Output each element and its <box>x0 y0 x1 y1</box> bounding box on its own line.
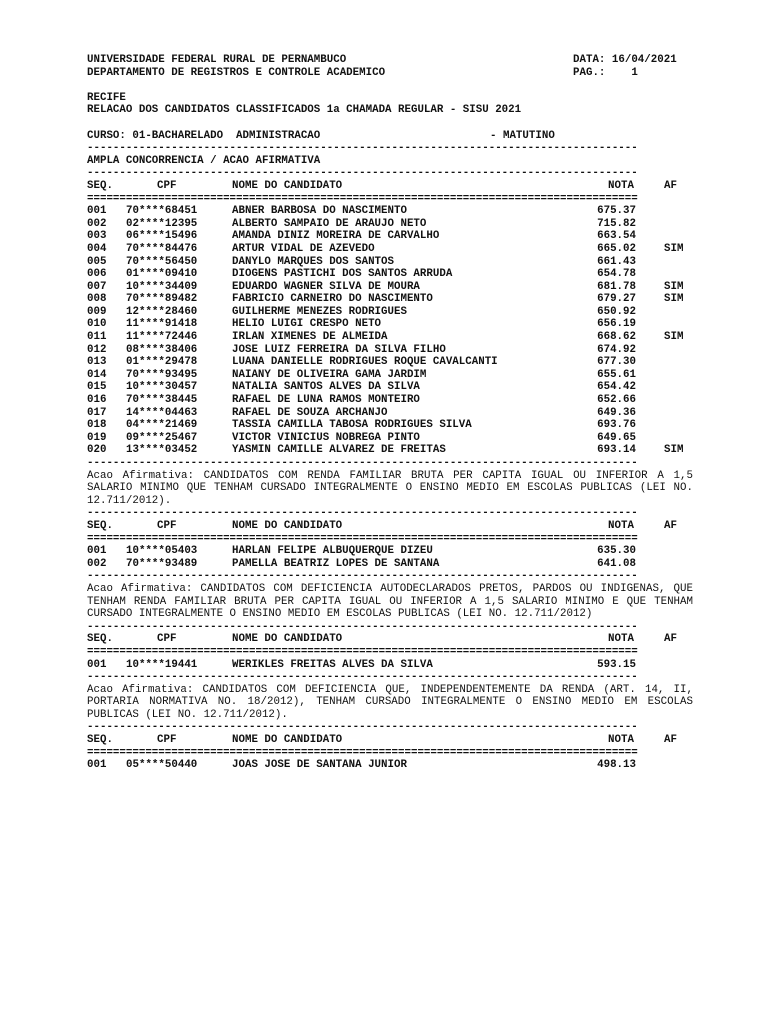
row-cpf: 12****28460 <box>126 305 198 318</box>
row-cpf: 01****29478 <box>126 356 198 369</box>
row-cpf: 70****89482 <box>126 293 198 306</box>
table-row <box>87 381 687 394</box>
table-row <box>87 268 687 281</box>
table-row <box>87 243 687 256</box>
row-nota: 635.30 <box>597 545 636 558</box>
equal-rule: ===================================================================================== <box>87 746 638 759</box>
section-title: Acao Afirmativa: CANDIDATOS COM DEFICIENCIA QUE, INDEPENDENTEMENTE DA RENDA (ART. 14, II, PORTARIA NORMATIVA NO. 18/2012), TENHAM CURSADO INTEGRALMENTE O ENSINO MEDIO EM ESCOLAS PUBLICAS (LEI NO. 12.711/2012). <box>87 683 693 721</box>
row-seq: 001 <box>87 658 107 671</box>
row-af: SIM <box>664 293 684 306</box>
table-row <box>87 558 687 571</box>
column-header-row <box>87 520 687 533</box>
section-title: AMPLA CONCORRENCIA / ACAO AFIRMATIVA <box>87 154 321 167</box>
row-name: YASMIN CAMILLE ALVAREZ DE FREITAS <box>232 444 446 457</box>
col-cpf-header: CPF <box>157 734 177 747</box>
row-name: DANYLO MARQUES DOS SANTOS <box>232 255 394 268</box>
row-cpf: 10****34409 <box>126 280 198 293</box>
row-nota: 652.66 <box>597 394 636 407</box>
table-row <box>87 205 687 218</box>
table-row <box>87 369 687 382</box>
row-name: ARTUR VIDAL DE AZEVEDO <box>232 242 375 255</box>
row-seq: 016 <box>87 394 107 407</box>
table-row <box>87 419 687 432</box>
row-nota: 498.13 <box>597 759 636 772</box>
row-nota: 668.62 <box>597 331 636 344</box>
row-seq: 001 <box>87 205 107 218</box>
col-seq-header: SEQ. <box>87 179 113 192</box>
row-cpf: 70****38445 <box>126 394 198 407</box>
row-name: ALBERTO SAMPAIO DE ARAUJO NETO <box>232 217 427 230</box>
row-seq: 018 <box>87 419 107 432</box>
row-cpf: 11****91418 <box>126 318 198 331</box>
col-name-header: NOME DO CANDIDATO <box>232 179 343 192</box>
row-cpf: 11****72446 <box>126 331 198 344</box>
row-cpf: 02****12395 <box>126 217 198 230</box>
table-row <box>87 230 687 243</box>
row-nota: 681.78 <box>597 280 636 293</box>
table-row <box>87 318 687 331</box>
row-seq: 002 <box>87 557 107 570</box>
row-name: AMANDA DINIZ MOREIRA DE CARVALHO <box>232 230 440 243</box>
row-cpf: 10****19441 <box>126 658 198 671</box>
row-seq: 017 <box>87 406 107 419</box>
report-date: DATA: 16/04/2021 <box>573 54 677 66</box>
row-name: GUILHERME MENEZES RODRIGUES <box>232 305 407 318</box>
dash-rule: ------------------------------------------------------------------------------------- <box>87 457 638 469</box>
row-seq: 002 <box>87 217 107 230</box>
row-nota: 654.42 <box>597 381 636 394</box>
row-af: SIM <box>664 242 684 255</box>
col-af-header: AF <box>664 633 677 646</box>
row-name: NATALIA SANTOS ALVES DA SILVA <box>232 381 420 394</box>
row-name: TASSIA CAMILLA TABOSA RODRIGUES SILVA <box>232 419 472 432</box>
col-seq-header: SEQ. <box>87 734 113 747</box>
dash-rule: ------------------------------------------------------------------------------------- <box>87 620 638 633</box>
row-cpf: 01****09410 <box>126 268 198 281</box>
row-af: SIM <box>664 444 684 457</box>
row-nota: 665.02 <box>597 242 636 255</box>
row-seq: 001 <box>87 759 107 772</box>
row-cpf: 70****93495 <box>126 368 198 381</box>
page-number: PAG.: 1 <box>573 66 638 79</box>
row-cpf: 04****21469 <box>126 419 198 432</box>
column-header-row <box>87 734 687 747</box>
table-row <box>87 281 687 294</box>
row-name: JOAS JOSE DE SANTANA JUNIOR <box>232 759 407 772</box>
row-nota: 679.27 <box>597 293 636 306</box>
col-name-header: NOME DO CANDIDATO <box>232 519 343 532</box>
header-line-1 <box>87 54 687 67</box>
table-row <box>87 256 687 269</box>
row-nota: 650.92 <box>597 305 636 318</box>
row-name: HARLAN FELIPE ALBUQUERQUE DIZEU <box>232 545 433 558</box>
row-name: IRLAN XIMENES DE ALMEIDA <box>232 331 388 344</box>
header-line-2 <box>87 67 687 80</box>
sections-container <box>87 142 693 772</box>
row-seq: 009 <box>87 305 107 318</box>
row-nota: 677.30 <box>597 356 636 369</box>
row-nota: 661.43 <box>597 255 636 268</box>
report-document <box>87 54 693 772</box>
col-nota-header: NOTA <box>608 734 634 747</box>
equal-rule: ===================================================================================== <box>87 532 638 545</box>
row-nota: 649.65 <box>597 431 636 444</box>
col-af-header: AF <box>664 734 677 747</box>
col-name-header: NOME DO CANDIDATO <box>232 734 343 747</box>
row-nota: 675.37 <box>597 205 636 218</box>
dash-rule: ------------------------------------------------------------------------------------- <box>87 721 638 734</box>
row-name: EDUARDO WAGNER SILVA DE MOURA <box>232 280 420 293</box>
university-name: UNIVERSIDADE FEDERAL RURAL DE PERNAMBUCO <box>87 54 347 66</box>
col-seq-header: SEQ. <box>87 519 113 532</box>
table-row <box>87 394 687 407</box>
row-nota: 593.15 <box>597 658 636 671</box>
row-cpf: 70****93489 <box>126 557 198 570</box>
dash-rule: ------------------------------------------------------------------------------------- <box>87 167 638 180</box>
col-nota-header: NOTA <box>608 519 634 532</box>
row-seq: 005 <box>87 255 107 268</box>
row-seq: 015 <box>87 381 107 394</box>
table-row <box>87 218 687 231</box>
row-seq: 010 <box>87 318 107 331</box>
row-cpf: 70****84476 <box>126 242 198 255</box>
col-af-header: AF <box>664 179 677 192</box>
row-nota: 654.78 <box>597 268 636 281</box>
section-1 <box>87 142 687 457</box>
row-seq: 004 <box>87 242 107 255</box>
col-nota-header: NOTA <box>608 633 634 646</box>
row-seq: 012 <box>87 343 107 356</box>
table-row <box>87 545 687 558</box>
row-seq: 014 <box>87 368 107 381</box>
dash-rule: ------------------------------------------------------------------------------------- <box>87 671 638 684</box>
col-seq-header: SEQ. <box>87 633 113 646</box>
row-seq: 007 <box>87 280 107 293</box>
table-row <box>87 444 687 457</box>
col-cpf-header: CPF <box>157 633 177 646</box>
row-name: ABNER BARBOSA DO NASCIMENTO <box>232 205 407 218</box>
row-cpf: 05****50440 <box>126 759 198 772</box>
row-cpf: 13****03452 <box>126 444 198 457</box>
row-nota: 649.36 <box>597 406 636 419</box>
row-nota: 655.61 <box>597 368 636 381</box>
col-af-header: AF <box>664 519 677 532</box>
row-seq: 020 <box>87 444 107 457</box>
row-cpf: 10****30457 <box>126 381 198 394</box>
row-name: JOSE LUIZ FERREIRA DA SILVA FILHO <box>232 343 446 356</box>
row-cpf: 14****04463 <box>126 406 198 419</box>
row-cpf: 70****56450 <box>126 255 198 268</box>
dash-rule: ------------------------------------------------------------------------------------- <box>87 570 638 583</box>
course-name: CURSO: 01-BACHARELADO ADMINISTRACAO <box>87 129 321 142</box>
row-seq: 008 <box>87 293 107 306</box>
row-name: WERIKLES FREITAS ALVES DA SILVA <box>232 658 433 671</box>
row-cpf: 09****25467 <box>126 431 198 444</box>
dash-rule: ------------------------------------------------------------------------------------- <box>87 142 638 155</box>
table-row <box>87 407 687 420</box>
row-nota: 693.14 <box>597 444 636 457</box>
section-title: Acao Afirmativa: CANDIDATOS COM DEFICIENCIA AUTODECLARADOS PRETOS, PARDOS OU INDIGENAS, QUE TENHAM RENDA FAMILIAR BRUTA PER CAPITA IGUAL OU INFERIOR A 1,5 SALARIO MINIMO E QUE TENHAM CURSADO INTEGRALMENTE O ENSINO MEDIO EM ESCOLAS PUBLICAS (LEI NO. 12.711/2012) <box>87 582 693 621</box>
department-name: DEPARTAMENTO DE REGISTROS E CONTROLE ACADEMICO <box>87 66 386 79</box>
row-af: SIM <box>664 331 684 344</box>
section-3 <box>87 570 693 671</box>
table-row <box>87 331 687 344</box>
row-nota: 641.08 <box>597 557 636 570</box>
row-name: VICTOR VINICIUS NOBREGA PINTO <box>232 431 420 444</box>
row-seq: 006 <box>87 268 107 281</box>
section-4 <box>87 671 693 772</box>
row-name: HELIO LUIGI CRESPO NETO <box>232 318 382 331</box>
column-header-row <box>87 633 687 646</box>
table-row <box>87 759 687 772</box>
row-name: RAFAEL DE LUNA RAMOS MONTEIRO <box>232 394 420 407</box>
row-cpf: 06****15496 <box>126 230 198 243</box>
city: RECIFE <box>87 91 126 104</box>
row-name: NAIANY DE OLIVEIRA GAMA JARDIM <box>232 368 427 381</box>
row-cpf: 70****68451 <box>126 205 198 218</box>
row-seq: 003 <box>87 230 107 243</box>
row-seq: 001 <box>87 545 107 558</box>
section-title: Acao Afirmativa: CANDIDATOS COM RENDA FAMILIAR BRUTA PER CAPITA IGUAL OU INFERIOR A 1,5 SALARIO MINIMO QUE TENHAM CURSADO INTEGRALMENTE O ENSINO MEDIO EM ESCOLAS PUBLICAS (LEI NO. 12.711/2012). <box>87 469 693 507</box>
table-row <box>87 344 687 357</box>
table-row <box>87 356 687 369</box>
table-row <box>87 306 687 319</box>
table-row <box>87 659 687 672</box>
row-nota: 656.19 <box>597 318 636 331</box>
row-name: DIOGENS PASTICHI DOS SANTOS ARRUDA <box>232 268 453 281</box>
col-name-header: NOME DO CANDIDATO <box>232 633 343 646</box>
col-nota-header: NOTA <box>608 179 634 192</box>
row-nota: 693.76 <box>597 419 636 432</box>
table-row <box>87 293 687 306</box>
row-name: LUANA DANIELLE RODRIGUES ROQUE CAVALCANTI <box>232 356 498 369</box>
column-header-row <box>87 180 687 193</box>
col-cpf-header: CPF <box>157 519 177 532</box>
equal-rule: ===================================================================================== <box>87 192 638 205</box>
row-nota: 674.92 <box>597 343 636 356</box>
row-name: RAFAEL DE SOUZA ARCHANJO <box>232 406 388 419</box>
section-2 <box>87 457 693 570</box>
row-name: FABRICIO CARNEIRO DO NASCIMENTO <box>232 293 433 306</box>
col-cpf-header: CPF <box>157 179 177 192</box>
row-cpf: 10****05403 <box>126 545 198 558</box>
course-shift: - MATUTINO <box>490 129 555 142</box>
row-name: PAMELLA BEATRIZ LOPES DE SANTANA <box>232 557 440 570</box>
course-line <box>87 130 687 143</box>
equal-rule: ===================================================================================== <box>87 645 638 658</box>
row-nota: 663.54 <box>597 230 636 243</box>
row-af: SIM <box>664 280 684 293</box>
row-seq: 011 <box>87 331 107 344</box>
report-title: RELACAO DOS CANDIDATOS CLASSIFICADOS 1a CHAMADA REGULAR - SISU 2021 <box>87 104 522 117</box>
row-seq: 013 <box>87 356 107 369</box>
row-seq: 019 <box>87 431 107 444</box>
table-row <box>87 432 687 445</box>
row-nota: 715.82 <box>597 217 636 230</box>
row-cpf: 08****38406 <box>126 343 198 356</box>
dash-rule: ------------------------------------------------------------------------------------- <box>87 507 638 520</box>
